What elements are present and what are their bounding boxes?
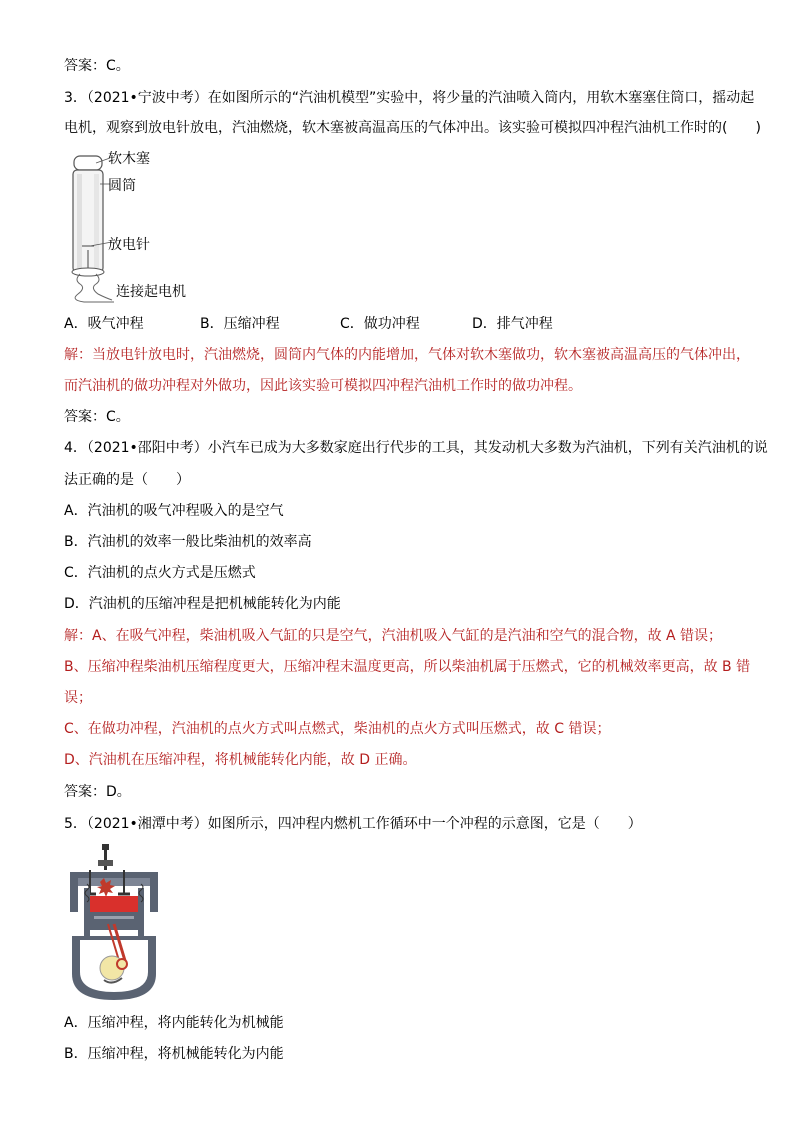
q4-solution-line5: D、汽油机在压缩冲程，将机械能转化内能，故 D 正确。 [64, 752, 417, 768]
q4-option-d: D．汽油机的压缩冲程是把机械能转化为内能 [64, 596, 341, 612]
q3-answer: 答案：C。 [64, 409, 130, 425]
q3-stem-line2: 电机，观察到放电针放电，汽油燃烧，软木塞被高温高压的气体冲出。该实验可模拟四冲程汽油机工作时的( ) [64, 120, 761, 136]
q4-solution-line3: 误； [64, 690, 92, 706]
label-generator: 连接起电机 [116, 284, 186, 300]
label-cork: 软木塞 [108, 151, 150, 167]
label-needle: 放电针 [108, 237, 150, 253]
q5-option-b: B．压缩冲程，将机械能转化为内能 [64, 1046, 284, 1062]
q4-stem-line2: 法正确的是（ ） [64, 472, 190, 488]
label-cylinder: 圆筒 [108, 178, 136, 194]
q3-solution-line1: 解：当放电针放电时，汽油燃烧，圆筒内气体的内能增加，气体对软木塞做功，软木塞被高温高压的气体冲出， [64, 347, 750, 363]
q4-option-b: B．汽油机的效率一般比柴油机的效率高 [64, 534, 312, 550]
gasoline-engine-model-figure [66, 150, 126, 300]
engine-stroke-figure [64, 844, 164, 1004]
q2-answer: 答案：C。 [64, 58, 130, 74]
q4-option-a: A．汽油机的吸气冲程吸入的是空气 [64, 503, 284, 519]
q3-option-d: D．排气冲程 [472, 316, 553, 332]
q4-solution-line1: 解：A、在吸气冲程，柴油机吸入气缸的只是空气，汽油机吸入气缸的是汽油和空气的混合物，故 A 错误； [64, 628, 723, 644]
q5-stem: 5．（2021•湘潭中考）如图所示，四冲程内燃机工作循环中一个冲程的示意图，它是（ ） [64, 816, 642, 832]
q4-solution-line2: B、压缩冲程柴油机压缩程度更大，压缩冲程末温度更高，所以柴油机属于压燃式，它的机械效率更高，故 B 错 [64, 659, 751, 675]
q4-solution-line4: C、在做功冲程，汽油机的点火方式叫点燃式，柴油机的点火方式叫压燃式，故 C 错误； [64, 721, 611, 737]
q4-option-c: C．汽油机的点火方式是压燃式 [64, 565, 256, 581]
q3-option-b: B．压缩冲程 [200, 316, 280, 332]
q4-stem-line1: 4．（2021•邵阳中考）小汽车已成为大多数家庭出行代步的工具，其发动机大多数为汽油机，下列有关汽油机的说 [64, 440, 768, 456]
q3-option-a: A．吸气冲程 [64, 316, 144, 332]
q5-option-a: A．压缩冲程，将内能转化为机械能 [64, 1015, 284, 1031]
q3-solution-line2: 而汽油机的做功冲程对外做功，因此该实验可模拟四冲程汽油机工作时的做功冲程。 [64, 378, 582, 394]
q4-answer: 答案：D。 [64, 784, 131, 800]
q3-option-c: C．做功冲程 [340, 316, 420, 332]
q3-stem-line1: 3．（2021•宁波中考）在如图所示的“汽油机模型”实验中，将少量的汽油喷入筒内，用软木塞塞住筒口，摇动起 [64, 90, 755, 106]
